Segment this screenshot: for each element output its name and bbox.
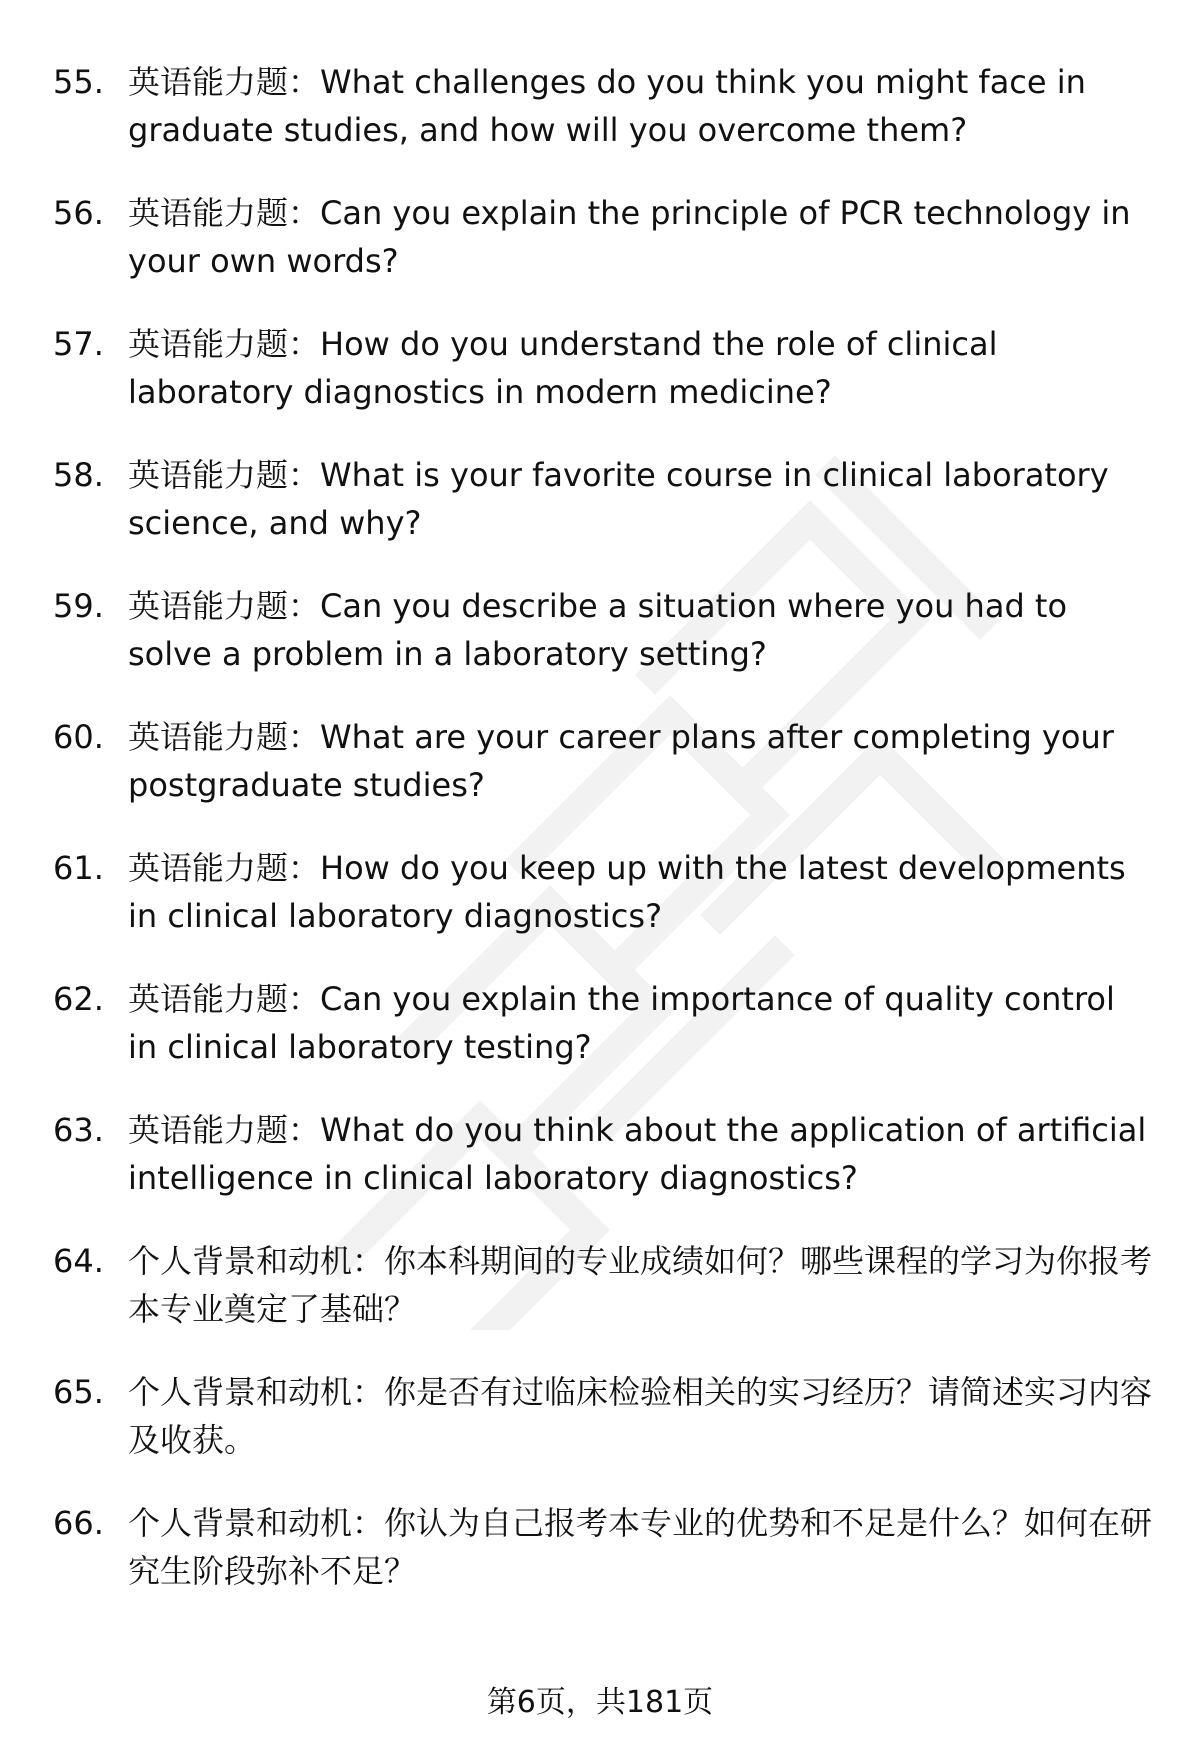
question-body: Can you explain the principle of PCR technology in your own words? <box>128 194 1131 280</box>
question-number: 61. <box>53 849 104 887</box>
question-number: 56. <box>53 194 104 232</box>
page-footer: 第6页，共181页 <box>486 1685 714 1720</box>
question-number: 57. <box>53 325 104 363</box>
question-item <box>53 1499 1153 1597</box>
question-category: 英语能力题： <box>128 63 321 101</box>
question-text <box>128 320 1153 416</box>
question-category: 英语能力题： <box>128 849 321 887</box>
question-body: What challenges do you think you might face in graduate studies, and how will you overcome them? <box>128 63 1086 149</box>
question-category: 英语能力题： <box>128 1111 321 1149</box>
question-text <box>128 582 1153 678</box>
question-number: 60. <box>53 718 104 756</box>
question-category: 个人背景和动机： <box>128 1504 385 1542</box>
question-body: Can you explain the importance of quality control in clinical laboratory testing? <box>128 980 1115 1066</box>
question-text <box>128 1368 1153 1464</box>
question-body: What are your career plans after completing your postgraduate studies? <box>128 718 1114 804</box>
question-list <box>53 58 1153 1630</box>
question-category: 英语能力题： <box>128 980 321 1018</box>
question-text <box>128 975 1153 1071</box>
question-text <box>128 58 1153 154</box>
question-category: 英语能力题： <box>128 325 321 363</box>
question-text <box>128 1106 1153 1202</box>
question-category: 个人背景和动机： <box>128 1373 385 1411</box>
question-text <box>128 189 1153 285</box>
question-item <box>53 1368 1153 1466</box>
question-body: What do you think about the application of artificial intelligence in clinical laboratory diagnostics? <box>128 1111 1147 1197</box>
question-text <box>128 1499 1153 1595</box>
question-number: 55. <box>53 63 104 101</box>
question-number: 64. <box>53 1242 104 1280</box>
question-body: 你本科期间的专业成绩如何？哪些课程的学习为你报考本专业奠定了基础？ <box>128 1242 1153 1328</box>
question-category: 英语能力题： <box>128 718 321 756</box>
question-item <box>53 844 1153 942</box>
question-item <box>53 582 1153 680</box>
question-body: 你认为自己报考本专业的优势和不足是什么？如何在研究生阶段弥补不足？ <box>128 1504 1153 1590</box>
question-category: 英语能力题： <box>128 194 321 232</box>
question-number: 58. <box>53 456 104 494</box>
question-number: 65. <box>53 1373 104 1411</box>
question-number: 66. <box>53 1504 104 1542</box>
question-item <box>53 451 1153 549</box>
question-number: 63. <box>53 1111 104 1149</box>
question-body: Can you describe a situation where you had to solve a problem in a laboratory setting? <box>128 587 1068 673</box>
question-text <box>128 451 1153 547</box>
question-category: 英语能力题： <box>128 456 321 494</box>
question-number: 62. <box>53 980 104 1018</box>
question-item <box>53 58 1153 156</box>
question-item <box>53 189 1153 287</box>
question-category: 英语能力题： <box>128 587 321 625</box>
question-item <box>53 320 1153 418</box>
question-body: What is your favorite course in clinical laboratory science, and why? <box>128 456 1109 542</box>
question-item <box>53 713 1153 811</box>
question-body: 你是否有过临床检验相关的实习经历？请简述实习内容及收获。 <box>128 1373 1153 1459</box>
question-text <box>128 844 1153 940</box>
question-item <box>53 975 1153 1073</box>
question-item <box>53 1106 1153 1204</box>
question-number: 59. <box>53 587 104 625</box>
question-text <box>128 1237 1153 1333</box>
question-body: How do you understand the role of clinical laboratory diagnostics in modern medicine? <box>128 325 998 411</box>
question-body: How do you keep up with the latest developments in clinical laboratory diagnostics? <box>128 849 1126 935</box>
question-text <box>128 713 1153 809</box>
question-category: 个人背景和动机： <box>128 1242 385 1280</box>
question-item <box>53 1237 1153 1335</box>
